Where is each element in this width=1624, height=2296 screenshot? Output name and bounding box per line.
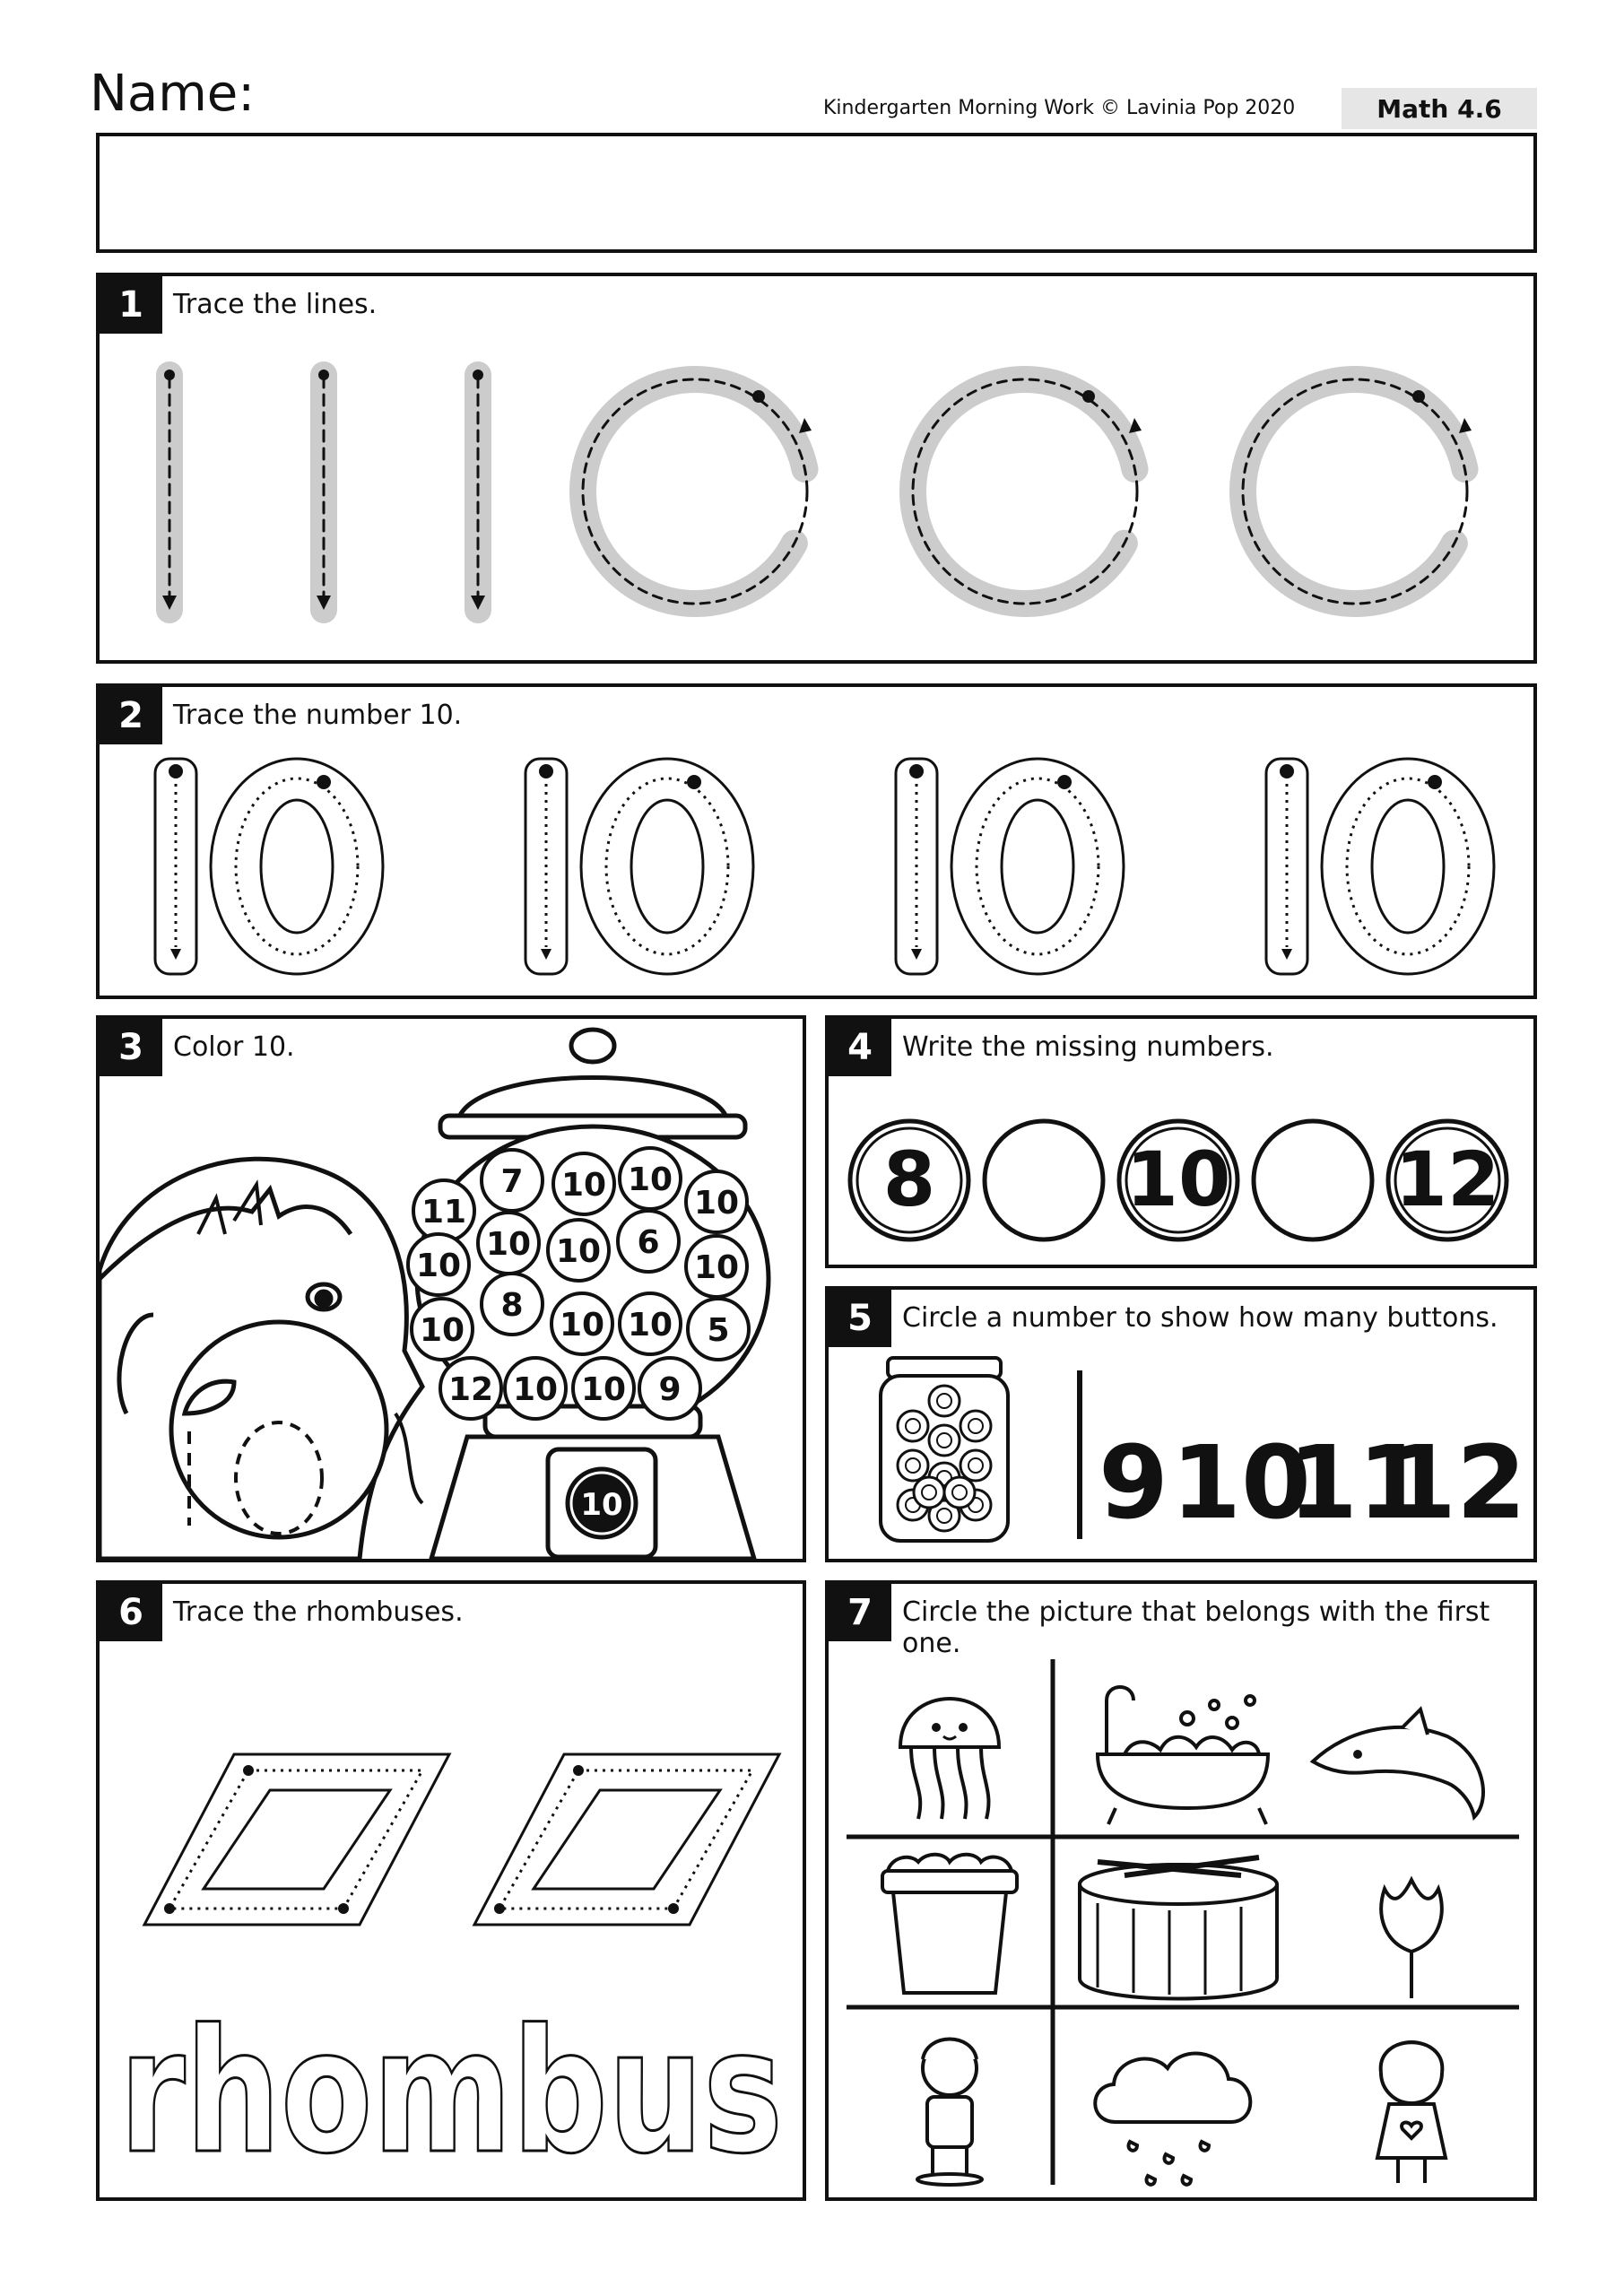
number-circle: [1388, 1121, 1507, 1239]
sequence-number: 10: [1125, 1135, 1231, 1223]
credit-text: Kindergarten Morning Work © Lavinia Pop 2020: [823, 97, 1296, 119]
section-3-instruction: Color 10.: [173, 1031, 295, 1063]
boy-icon[interactable]: [917, 2039, 982, 2186]
vertical-trace-line[interactable]: [471, 370, 485, 610]
gumball[interactable]: [440, 1358, 501, 1419]
section-4-number: 4: [829, 1019, 891, 1076]
section-5-count-buttons: [825, 1286, 1537, 1562]
section-2-trace-number: [96, 683, 1537, 999]
gumball[interactable]: [482, 1274, 543, 1335]
section-7-instruction: Circle the picture that belongs with the first one.: [902, 1596, 1490, 1659]
rhombus-art[interactable]: [100, 1584, 803, 2197]
gumball-number: 7: [500, 1163, 524, 1200]
section-3-color-ten: [96, 1015, 806, 1562]
section-6-number: 6: [100, 1584, 162, 1641]
dolphin-icon[interactable]: [1313, 1709, 1483, 1817]
girl-blowing-bubble-icon: [100, 1159, 422, 1559]
section-1-number: 1: [100, 276, 162, 334]
button-jar-art: [829, 1290, 1533, 1559]
traceable-ten[interactable]: [155, 759, 383, 974]
traceable-rhombus[interactable]: [474, 1754, 779, 1925]
gumball-number: 10: [485, 1226, 532, 1263]
traceable-ten[interactable]: [896, 759, 1124, 974]
section-2-instruction: Trace the number 10.: [173, 700, 463, 731]
gumball-scene: [100, 1019, 803, 1559]
gumball[interactable]: [553, 1153, 614, 1214]
gumball-number: 10: [627, 1307, 673, 1344]
number-choice[interactable]: 10: [1171, 1425, 1311, 1542]
matching-grid: [829, 1584, 1533, 2197]
gumball[interactable]: [618, 1211, 679, 1272]
gumball[interactable]: [686, 1236, 747, 1297]
trace-lines-art[interactable]: [100, 276, 1533, 660]
sequence-number: 12: [1394, 1135, 1500, 1223]
gumball-number: 10: [555, 1233, 602, 1270]
gumball-number: 6: [637, 1224, 660, 1261]
trace-word[interactable]: rhombus: [119, 1993, 783, 2191]
gumball[interactable]: [573, 1358, 634, 1419]
gumball-number: 9: [658, 1371, 682, 1408]
section-6-instruction: Trace the rhombuses.: [173, 1596, 464, 1628]
traceable-rhombus[interactable]: [144, 1754, 449, 1925]
gumball-number: 10: [627, 1161, 673, 1198]
worksheet-badge: Math 4.6: [1342, 88, 1537, 129]
gumball[interactable]: [412, 1299, 473, 1360]
number-circle: [1119, 1121, 1238, 1239]
vertical-trace-line[interactable]: [162, 370, 177, 610]
section-4-missing-numbers: [825, 1015, 1537, 1268]
gumball-number: 5: [707, 1312, 730, 1349]
flowerpot-icon[interactable]: [882, 1855, 1017, 1993]
gumball-number: 10: [559, 1307, 605, 1344]
section-1-trace-lines: [96, 273, 1537, 664]
section-2-number: 2: [100, 687, 162, 744]
rain-cloud-icon[interactable]: [1095, 2054, 1250, 2185]
gumball-number: 10: [512, 1371, 559, 1408]
gumball-number: 10: [580, 1371, 627, 1408]
gumball-number: 8: [500, 1287, 524, 1324]
number-circle: [850, 1121, 968, 1239]
gumball[interactable]: [639, 1358, 700, 1419]
section-7-matching: [825, 1580, 1537, 2201]
bathtub-icon[interactable]: [1098, 1687, 1268, 1824]
gumball[interactable]: [478, 1213, 539, 1274]
vertical-trace-line[interactable]: [317, 370, 331, 610]
section-7-number: 7: [829, 1584, 891, 1641]
section-6-trace-rhombuses: [96, 1580, 806, 2201]
number-choice[interactable]: 12: [1386, 1425, 1526, 1542]
traceable-ten[interactable]: [1266, 759, 1494, 974]
gumball-number: 10: [419, 1312, 465, 1349]
gumball-number: 12: [447, 1371, 494, 1408]
number-sequence[interactable]: [829, 1019, 1533, 1265]
name-field[interactable]: [96, 133, 1537, 253]
gumball-machine-label: 10: [580, 1487, 623, 1523]
sequence-number: 8: [882, 1135, 936, 1223]
gumball[interactable]: [620, 1293, 681, 1354]
section-5-instruction: Circle a number to show how many buttons.: [902, 1302, 1498, 1334]
blank-number-circle[interactable]: [1254, 1121, 1372, 1239]
gumball-number: 10: [560, 1167, 607, 1204]
traceable-ten[interactable]: [525, 759, 753, 974]
gumball[interactable]: [686, 1171, 747, 1232]
circle-trace[interactable]: [913, 379, 1142, 604]
section-5-number: 5: [829, 1290, 891, 1347]
blank-number-circle[interactable]: [985, 1121, 1103, 1239]
tulip-icon[interactable]: [1381, 1880, 1442, 1998]
gumball[interactable]: [620, 1148, 681, 1209]
trace-number-art[interactable]: [100, 687, 1533, 996]
gumball-number: 10: [693, 1249, 740, 1286]
circle-trace[interactable]: [1243, 379, 1472, 604]
gumball[interactable]: [548, 1220, 609, 1281]
gumball[interactable]: [482, 1150, 543, 1211]
jellyfish-icon[interactable]: [900, 1699, 999, 1819]
gumball-number: 10: [415, 1248, 462, 1284]
number-choice[interactable]: 9: [1099, 1425, 1168, 1542]
circle-trace[interactable]: [583, 379, 812, 604]
gumball-number: 10: [693, 1185, 740, 1222]
name-label: Name:: [90, 65, 256, 123]
section-3-number: 3: [100, 1019, 162, 1076]
gumball[interactable]: [688, 1299, 749, 1360]
gumball[interactable]: [505, 1358, 566, 1419]
button-jar-icon: [881, 1358, 1008, 1541]
drum-icon[interactable]: [1080, 1857, 1277, 1999]
gumball[interactable]: [413, 1180, 474, 1241]
section-4-instruction: Write the missing numbers.: [902, 1031, 1274, 1063]
gumball[interactable]: [408, 1234, 469, 1295]
section-1-instruction: Trace the lines.: [173, 289, 378, 320]
gumball[interactable]: [551, 1293, 612, 1354]
gumball-number: 11: [421, 1194, 467, 1231]
number-choice[interactable]: 11: [1288, 1425, 1428, 1542]
girl-icon[interactable]: [1377, 2042, 1446, 2183]
